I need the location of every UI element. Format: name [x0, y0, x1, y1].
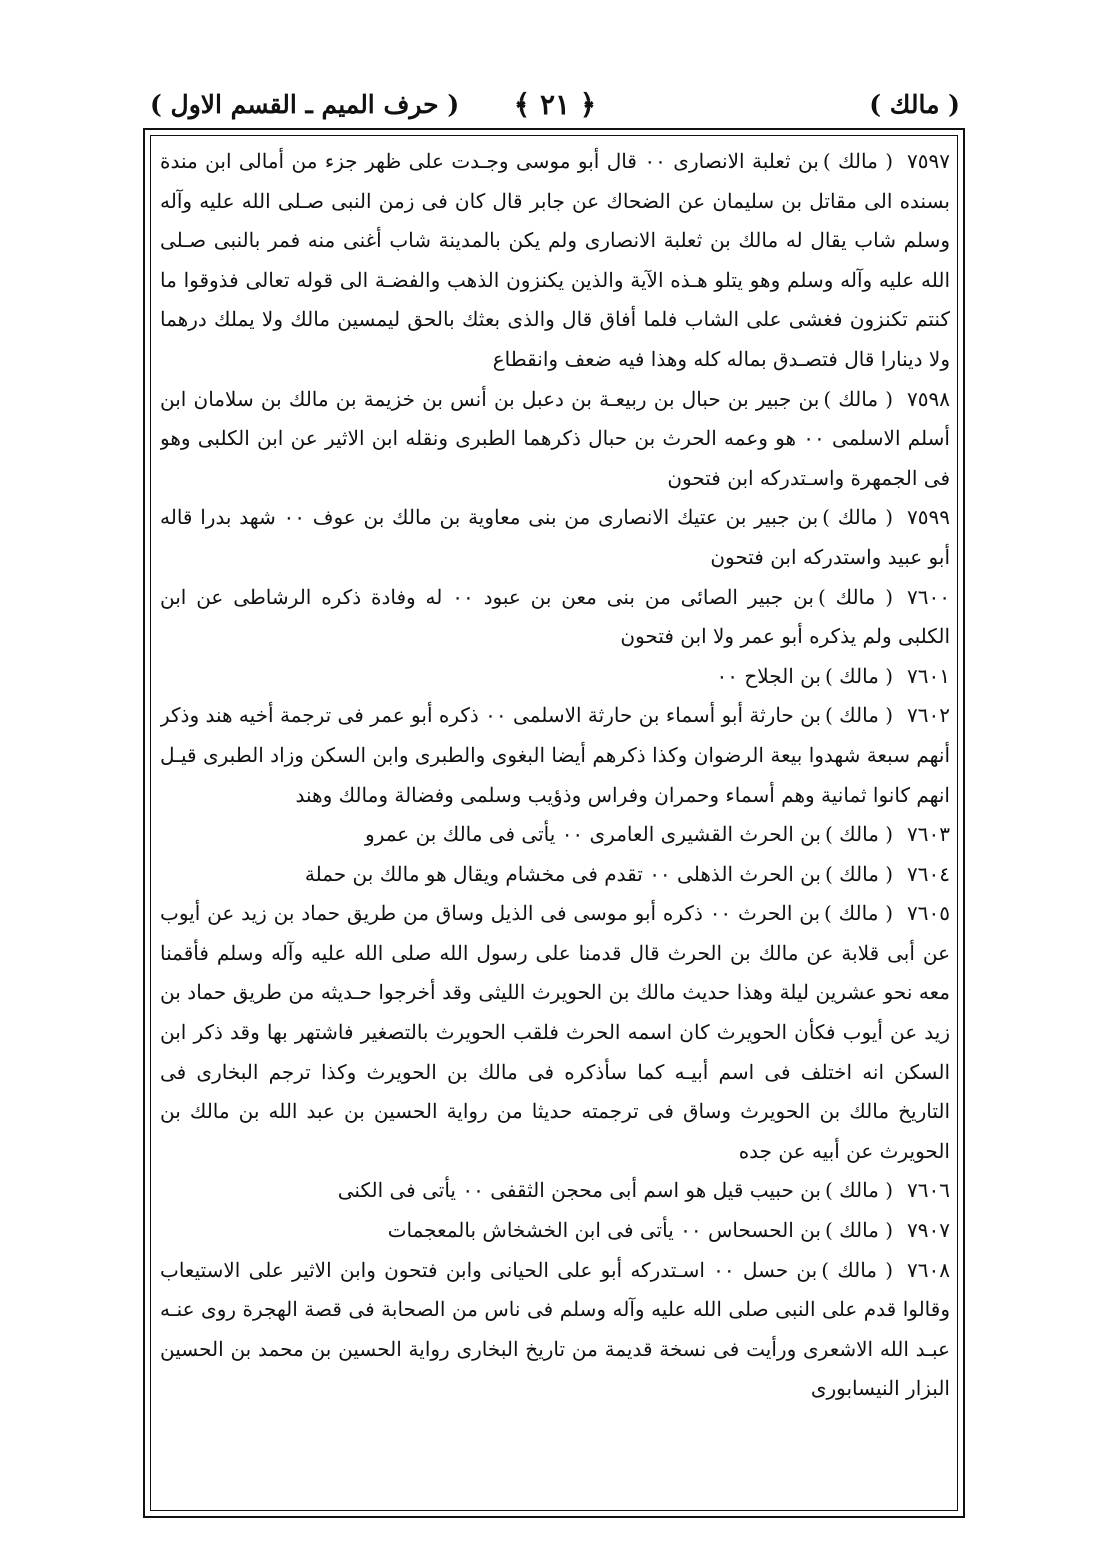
entry-number: ٧٦٠٥ [907, 901, 950, 926]
page-header [150, 82, 960, 126]
entry-keyword: ( مالك ) [824, 1178, 894, 1203]
entry [160, 1171, 950, 1211]
entry [160, 380, 950, 499]
entry-keyword: ( مالك ) [824, 663, 894, 688]
entry-number: ٧٥٩٨ [907, 386, 950, 411]
entry-keyword: ( مالك ) [824, 901, 894, 926]
entry-number: ٧٥٩٩ [907, 505, 950, 530]
entry-keyword: ( مالك ) [824, 822, 894, 847]
entry-number: ٧٦٠٨ [907, 1257, 950, 1282]
entry [160, 498, 950, 577]
entry [160, 142, 950, 380]
entry-number: ٧٦٠٢ [907, 703, 950, 728]
entry-keyword: ( مالك ) [821, 1257, 894, 1282]
entry-text: بن الجلاح ٠٠ [716, 663, 821, 688]
entry-text: بن جبير بن عتيك الانصارى من بنى معاوية بن مالك بن عوف ٠٠ شهد بدرا قاله أبو عبيد واستدركه ابن فتحون [160, 505, 950, 569]
entry-keyword: ( مالك ) [822, 149, 894, 173]
entry-text: بن ثعلبة الانصارى ٠٠ قال أبو موسى وجـدت على ظهر جزء من أمالى ابن مندة بسنده الى مقاتل بن سليمان عن الضحاك عن جابر قال كان فى زمن النبى صـلى الله عليه وآله وسلم شاب يقال له مالك بن ثعلبة الانصارى ولم يكن بالمدينة شاب أغنى منه فمر بالنبى صـلى الله عليه وآله وسلم وهو يتلو هـذه الآية والذين يكنزون الذهب والفضـة الى قوله تعالى فذوقوا ما كنتم تكنزون فغشى على الشاب فلما أفاق قال والذى بعثك بالحق ليمسين مالك ولا يملك درهما ولا دينارا قال فتصـدق بماله كله وهذا فيه ضعف وانقطاع [160, 149, 950, 371]
entry [160, 894, 950, 1171]
entry [160, 578, 950, 657]
header-running-name: ( مالك ) [869, 89, 960, 119]
entry-number: ٧٩٠٧ [907, 1218, 950, 1243]
entry-text: بن حبيب قيل هو اسم أبى محجن الثقفى ٠٠ يأتى فى الكنى [337, 1178, 821, 1203]
entry-text: بن حسل ٠٠ اسـتدركه أبو على الحيانى وابن فتحون وابن الاثير على الاستيعاب وقالوا قدم على النبى صلى الله عليه وآله وسلم فى ناس من الصحابة فى قصة الهجرة روى عنـه عبـد الله الاشعرى ورأيت فى نسخة قديمة من تاريخ البخارى رواية الحسين بن محمد بن الحسين البزار النيسابورى [160, 1257, 950, 1401]
entry-number: ٧٦٠٠ [907, 584, 950, 609]
entries-list [160, 142, 950, 1510]
entry [160, 855, 950, 895]
entry [160, 815, 950, 855]
entry-keyword: ( مالك ) [824, 1218, 894, 1243]
entry-text: بن جبير الصائى من بنى معن بن عبود ٠٠ له وفادة ذكره الرشاطى عن ابن الكلبى ولم يذكره أبو عمر ولا ابن فتحون [160, 584, 950, 649]
entry-text: بن الحسحاس ٠٠ يأتى فى ابن الخشخاش بالمعجمات [387, 1218, 821, 1243]
entry-number: ٧٦٠١ [907, 663, 950, 688]
entry [160, 1251, 950, 1409]
entry-keyword: ( مالك ) [824, 861, 894, 886]
entry-keyword: ( مالك ) [817, 584, 894, 609]
header-section-title: ( حرف الميم ـ القسم الاول ) [150, 89, 460, 119]
entry-number: ٧٦٠٦ [907, 1178, 950, 1203]
entry-text: بن الحرث ٠٠ ذكره أبو موسى فى الذيل وساق من طريق حماد بن زيد عن أيوب عن أبى قلابة عن مالك بن الحرث قال قدمنا على رسول الله صلى الله عليه وآله وسلم فأقمنا معه نحو عشرين ليلة وهذا حديث مالك بن الحويرث الليثى وقد أخرجوا حـديثه من طريق حماد بن زيد عن أيوب فكأن الحويرث كان اسمه الحرث فلقب الحويرث بالتصغير فاشتهر بها وقد ذكر ابن السكن انه اختلف فى اسم أبيـه كما سأذكره فى مالك بن الحويرث وكذا ترجم البخارى فى التاريخ مالك بن الحويرث وساق فى ترجمته حديثا من رواية الحسين بن عبد الله بن مالك بن الحويرث عن أبيه عن جده [160, 901, 950, 1163]
entry-text: بن حارثة أبو أسماء بن حارثة الاسلمى ٠٠ ذكره أبو عمر فى ترجمة أخيه هند وذكر أنهم سبعة شهدوا بيعة الرضوان وكذا ذكرهم أيضا البغوى والطبرى وابن السكن وزاد الطبرى قيـل انهم كانوا ثمانية وهم أسماء وحمران وفراس وذؤيب وسلمى وفضالة ومالك وهند [160, 703, 950, 807]
entry-number: ٧٦٠٣ [907, 822, 950, 847]
entry-keyword: ( مالك ) [824, 703, 894, 728]
entry [160, 657, 950, 697]
entry-text: بن جبير بن حبال بن ربيعـة بن دعبل بن أنس بن خزيمة بن مالك بن سلامان ابن أسلم الاسلمى ٠٠ هو وعمه الحرث بن حبال ذكرهما الطبرى ونقله ابن الاثير عن ابن الكلبى وهو فى الجمهرة واسـتدركه ابن فتحون [160, 386, 950, 490]
entry-number: ٧٥٩٧ [907, 149, 950, 173]
entry [160, 1211, 950, 1251]
entry-text: بن الحرث القشيرى العامرى ٠٠ يأتى فى مالك بن عمرو [365, 822, 821, 847]
entry-number: ٧٦٠٤ [907, 861, 950, 886]
entry-keyword: ( مالك ) [823, 386, 894, 411]
entry [160, 696, 950, 815]
page-number: ﴿ ٢١ ﴾ [513, 87, 597, 121]
entry-text: بن الحرث الذهلى ٠٠ تقدم فى مخشام ويقال هو مالك بن حملة [304, 861, 821, 886]
entry-keyword: ( مالك ) [822, 505, 894, 530]
